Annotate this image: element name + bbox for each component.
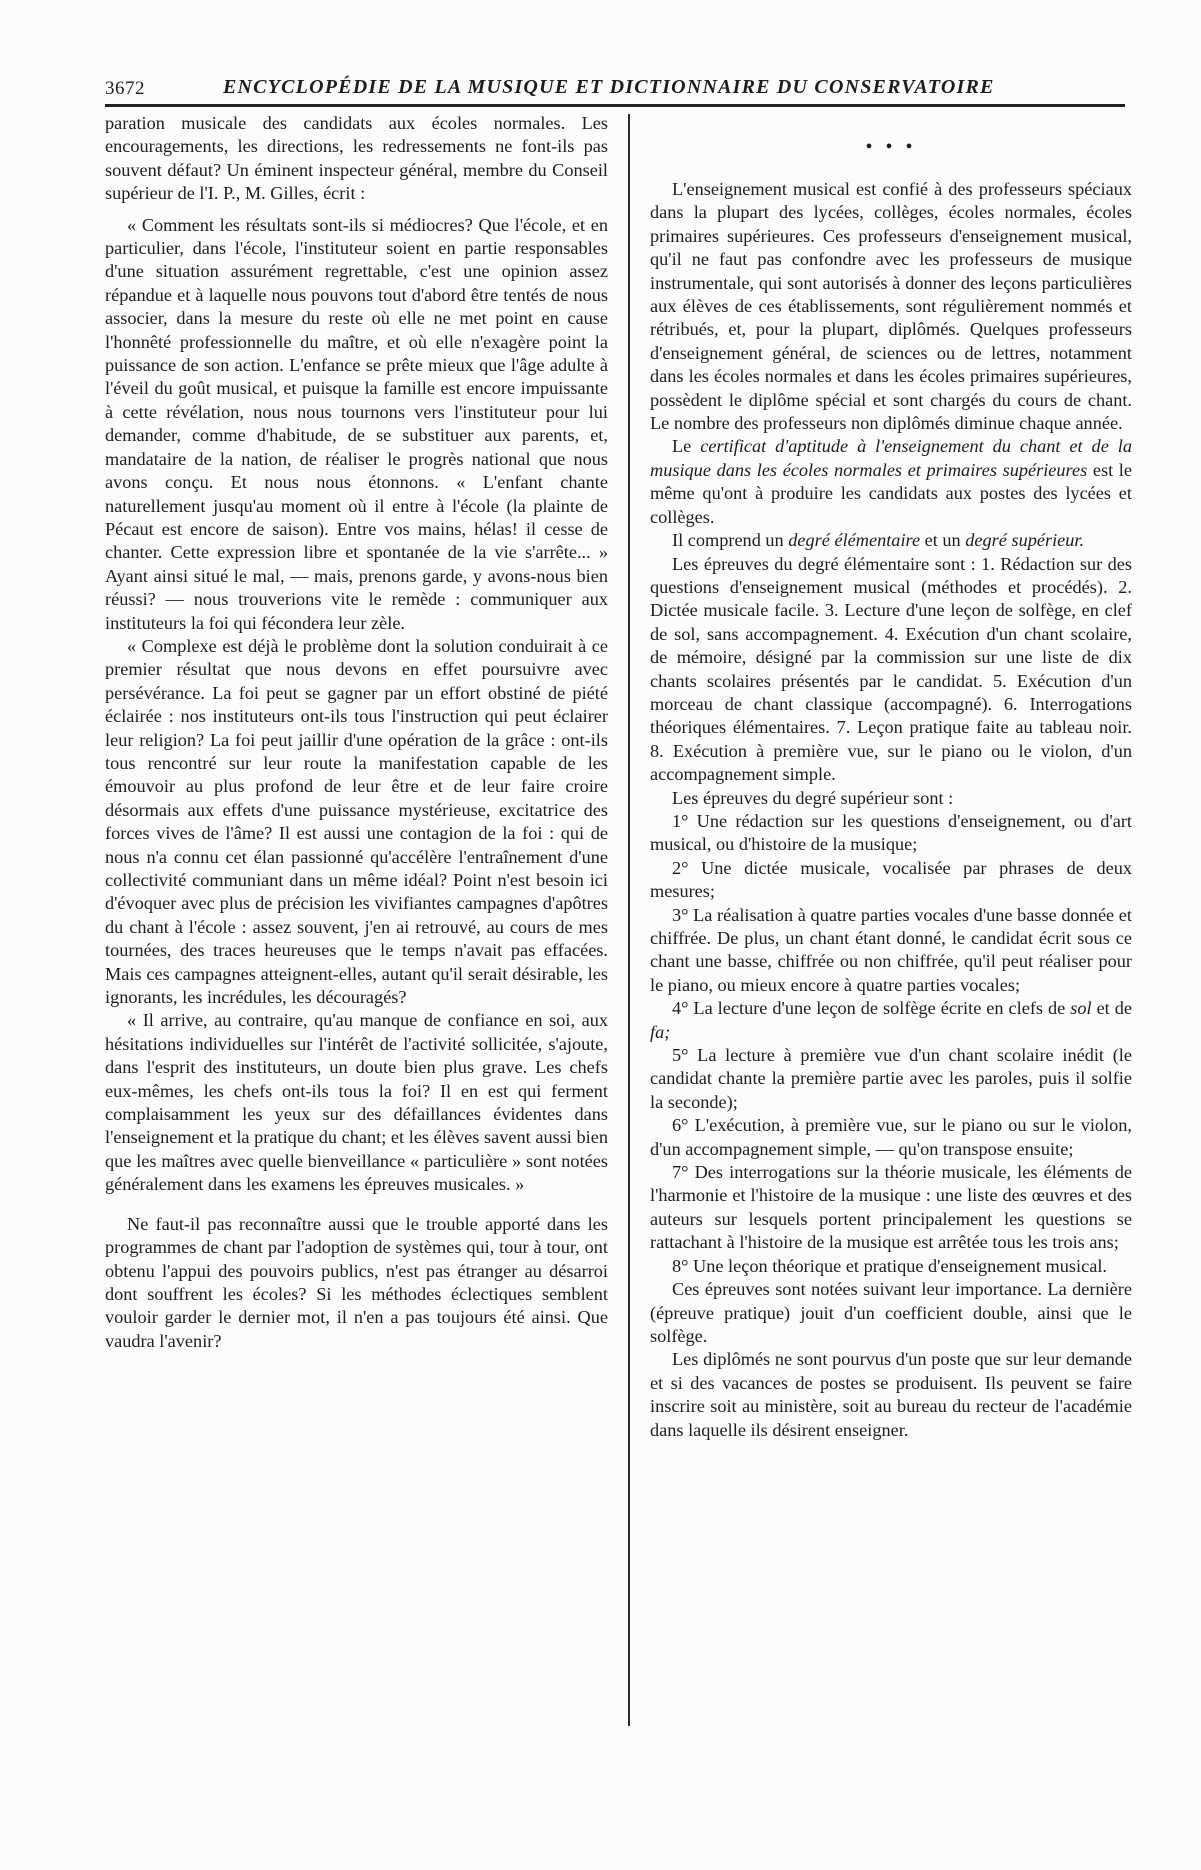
- column-divider: [628, 114, 630, 1726]
- list-item: 3° La réalisation à quatre parties vocales d'une basse donnée et chiffrée. De plus, un chant étant donné, le candidat écrit sous ce chant une basse, chiffrée ou non chiffrée, qu'il peut réaliser pour le piano, ou mieux encore à quatre parties vocales;: [650, 904, 1132, 995]
- paragraph: [650, 435, 1132, 529]
- list-item: 6° L'exécution, à première vue, sur le piano ou sur le violon, d'un accompagnement simple, — qu'on transpose ensuite;: [650, 1115, 1132, 1159]
- list-item: 1° Une rédaction sur les questions d'enseignement, ou d'art musical, ou d'histoire de la musique;: [650, 810, 1132, 855]
- paragraph: [650, 529, 1132, 552]
- text-run: est le même qu'ont à produire les candidats aux postes des lycées et collèges.: [650, 459, 1132, 527]
- list-item: 5° La lecture à première vue d'un chant scolaire inédit (le candidat chante la première partie avec les paroles, puis il solfie la seconde);: [650, 1045, 1132, 1112]
- italic-run: fa;: [650, 1021, 671, 1042]
- italic-run: sol: [1070, 998, 1092, 1019]
- left-column: [105, 112, 608, 1353]
- text-run: Il comprend un: [672, 530, 789, 551]
- section-ornament: • • •: [865, 136, 917, 158]
- quote-paragraph: « Complexe est déjà le problème dont la solution conduirait à ce premier résultat que nous devons en effet poursuivre avec persévérance. La foi peut se gagner par un effort obstiné de piété éclairée : nos instituteurs ont-ils tous l'instruction qui peut éclairer leur religion? La foi peut jaillir d'une opération de la grâce : ont-ils tous rencontré sur leur route la manifestation capable de les émouvoir au plus profond de leur être et de leur faire croire désormais aux effets d'une puissance mystérieuse, excitatrice des forces vives de l'âme? Il est aussi une contagion de la foi : qui de nous n'a connu cet élan passionné qu'accélère l'entraînement d'une collectivité communiant dans un même idéal? Point n'est besoin ici d'évoquer avec plus de précision les vivifiantes campagnes d'apôtres du chant à l'école : assez souvent, j'en ai retrouvé, au cours de mes tournées, des traces heureuses que le temps n'avait pas effacées. Mais ces campagnes atteignent-elles, autant qu'il serait désirable, les ignorants, les incrédules, les découragés?: [105, 635, 608, 1008]
- list-item: [650, 997, 1132, 1044]
- list-item: 7° Des interrogations sur la théorie musicale, les éléments de l'harmonie et l'histoire de la musique : une liste des œuvres et des auteurs sur lesquels portent principalement les questions se rattachant à l'histoire de la musique est arrêtée tous les trois ans;: [650, 1162, 1132, 1253]
- italic-run: certificat d'aptitude à l'enseignement du chant et de la musique dans les écoles normales et primaires supérieures: [650, 436, 1132, 480]
- paragraph: Les épreuves du degré élémentaire sont : 1. Rédaction sur des questions d'enseignement musical (méthodes et procédés). 2. Dictée musicale facile. 3. Lecture d'une leçon de solfège, en clef de sol, sans accompagnement. 4. Exécution d'un chant scolaire, de mémoire, désigné par la commission sur une liste de dix chants scolaires présentés par le candidat. 5. Exécution d'un morceau de chant classique (accompagné). 6. Interrogations théoriques élémentaires. 7. Leçon pratique faite au tableau noir. 8. Exécution à première vue, sur le piano ou le violon, d'un accompagnement simple.: [650, 553, 1132, 785]
- italic-run: degré supérieur.: [965, 530, 1085, 551]
- page-header: [105, 76, 1125, 104]
- right-column: [650, 112, 1132, 1442]
- text-run: 4° La lecture d'une leçon de solfège écrite en clefs de: [672, 998, 1071, 1019]
- text-run: et de: [1091, 998, 1132, 1019]
- quote-paragraph: « Comment les résultats sont-ils si médiocres? Que l'école, et en particulier, dans l'école, l'instituteur soient en partie responsables d'une situation assurément regrettable, c'est une opinion assez répandue et à laquelle nous pouvons tout d'abord être tentés de nous associer, dans la mesure du reste où elle ne met point en cause l'honnêté professionnelle du maître, et où elle n'exagère point la puissance de son action. L'enfance se prête mieux que l'âge adulte à l'éveil du goût musical, et puisque la famille est encore impuissante à cette révélation, nous nous tournons vers l'instituteur pour lui demander, comme d'habitude, de se substituer aux parents, et, mandataire de la nation, de réaliser le progrès national que nous avons conçu. Et nous nous étonnons. « L'enfant chante naturellement jusqu'au moment où il entre à l'école (la plainte de Pécaut est encore de saison). Entre vos mains, hélas! il cesse de chanter. Cette expression libre et spontanée de la vie s'arrête... » Ayant ainsi situé le mal, — mais, prenons garde, y avons-nous bien réussi? — nous trouverions vite le remède : communiquer aux instituteurs la foi qui fécondera leur zèle.: [105, 214, 608, 633]
- text-run: et un: [920, 530, 966, 551]
- paragraph: Ne faut-il pas reconnaître aussi que le trouble apporté dans les programmes de chant par l'adoption de systèmes qui, tour à tour, ont obtenu l'appui des pouvoirs publics, n'est pas étranger au désarroi dont souffrent les écoles? Si les méthodes éclectiques semblent vouloir garder le dernier mot, il n'en a pas toujours été ainsi. Que vaudra l'avenir?: [105, 1213, 608, 1351]
- paragraph: Les diplômés ne sont pourvus d'un poste que sur leur demande et si des vacances de postes se produisent. Ils peuvent se faire inscrire soit au ministère, soit au bureau du recteur de l'académie dans laquelle ils désirent enseigner.: [650, 1349, 1132, 1440]
- paragraph: paration musicale des candidats aux écoles normales. Les encouragements, les directions, les redressements ne font-ils pas souvent défaut? Un éminent inspecteur général, membre du Conseil supérieur de l'I. P., M. Gilles, écrit :: [105, 113, 608, 204]
- list-item: 2° Une dictée musicale, vocalisée par phrases de deux mesures;: [650, 857, 1132, 902]
- paragraph: Ces épreuves sont notées suivant leur importance. La dernière (épreuve pratique) jouit d'un coefficient double, ainsi que le solfège.: [650, 1279, 1132, 1346]
- paragraph: Les épreuves du degré supérieur sont :: [672, 787, 954, 808]
- list-item: 8° Une leçon théorique et pratique d'enseignement musical.: [672, 1255, 1107, 1276]
- quote-paragraph: « Il arrive, au contraire, qu'au manque de confiance en soi, aux hésitations individuelles sur l'intérêt de l'activité sollicitée, s'ajoute, dans l'esprit des instituteurs, un doute bien plus grave. Les chefs eux-mêmes, les chefs ont-ils tous la foi? Il en est qui ferment complaisamment les yeux sur des défaillances évidentes dans l'enseignement et la pratique du chant; et les élèves savent aussi bien que les maîtres avec quelle bienveillance « particulière » sont notées généralement dans les examens les épreuves musicales. »: [105, 1010, 608, 1195]
- running-title: ENCYCLOPÉDIE DE LA MUSIQUE ET DICTIONNAIRE DU CONSERVATOIRE: [223, 76, 995, 98]
- text-run: Le: [672, 436, 701, 457]
- header-rule: [105, 104, 1125, 107]
- italic-run: degré élémentaire: [788, 530, 921, 551]
- page-number: 3672: [105, 78, 145, 99]
- paragraph: L'enseignement musical est confié à des professeurs spéciaux dans la plupart des lycées, collèges, écoles normales, écoles primaires supérieures. Ces professeurs d'enseignement musical, qu'il ne faut pas confondre avec les professeurs de musique instrumentale, qui sont autorisés à donner des leçons particulières aux élèves de ces établissements, sont régulièrement nommés et rétribués, et, pour la plupart, diplômés. Quelques professeurs d'enseignement général, de sciences ou de lettres, notamment dans les écoles normales et dans les écoles primaires supérieures, possèdent le diplôme spécial et sont chargés du cours de chant. Le nombre des professeurs non diplômés diminue chaque année.: [650, 179, 1132, 434]
